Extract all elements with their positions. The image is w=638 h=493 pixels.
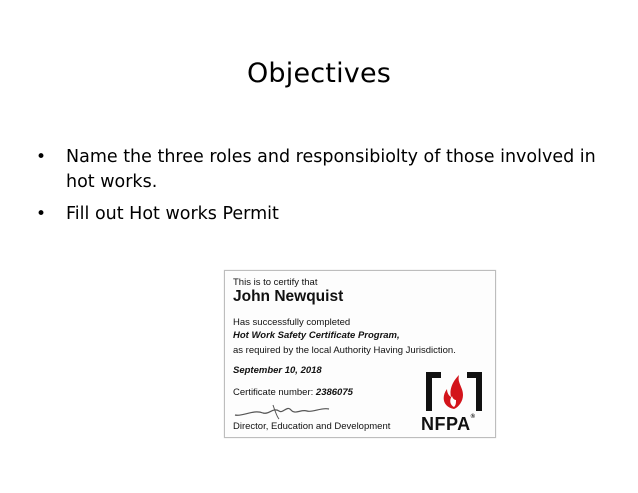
- program-name: Hot Work Safety Certificate Program,: [233, 330, 400, 341]
- registered-mark: ®: [470, 414, 476, 420]
- signer-title: Director, Education and Development: [233, 421, 391, 432]
- certificate-date: September 10, 2018: [233, 365, 322, 376]
- jurisdiction-line: as required by the local Authority Having Jurisdiction.: [233, 345, 456, 356]
- nfpa-logo-text: [421, 414, 476, 435]
- list-item: [36, 145, 596, 195]
- recipient-name: John Newquist: [233, 288, 344, 305]
- list-item: [36, 202, 596, 227]
- nfpa-flame-logo-icon: [425, 367, 483, 413]
- bullet-text: Fill out Hot works Permit: [66, 204, 279, 224]
- certificate-number: [233, 387, 353, 398]
- slide-title: Objectives: [246, 58, 392, 89]
- completed-line: Has successfully completed: [233, 317, 351, 328]
- certify-line: This is to certify that: [233, 277, 318, 288]
- certificate-number-label: Certificate number:: [233, 387, 314, 398]
- bullet-text: Name the three roles and responsibiolty of those involved in hot works.: [66, 147, 596, 192]
- bullet-icon: •: [36, 204, 47, 224]
- nfpa-wordmark: NFPA: [421, 414, 471, 434]
- certificate-number-value: 2386075: [315, 387, 353, 398]
- certificate-card: [224, 270, 496, 438]
- bullet-icon: •: [36, 147, 47, 167]
- objectives-list: [36, 145, 596, 234]
- signature-icon: [233, 401, 333, 421]
